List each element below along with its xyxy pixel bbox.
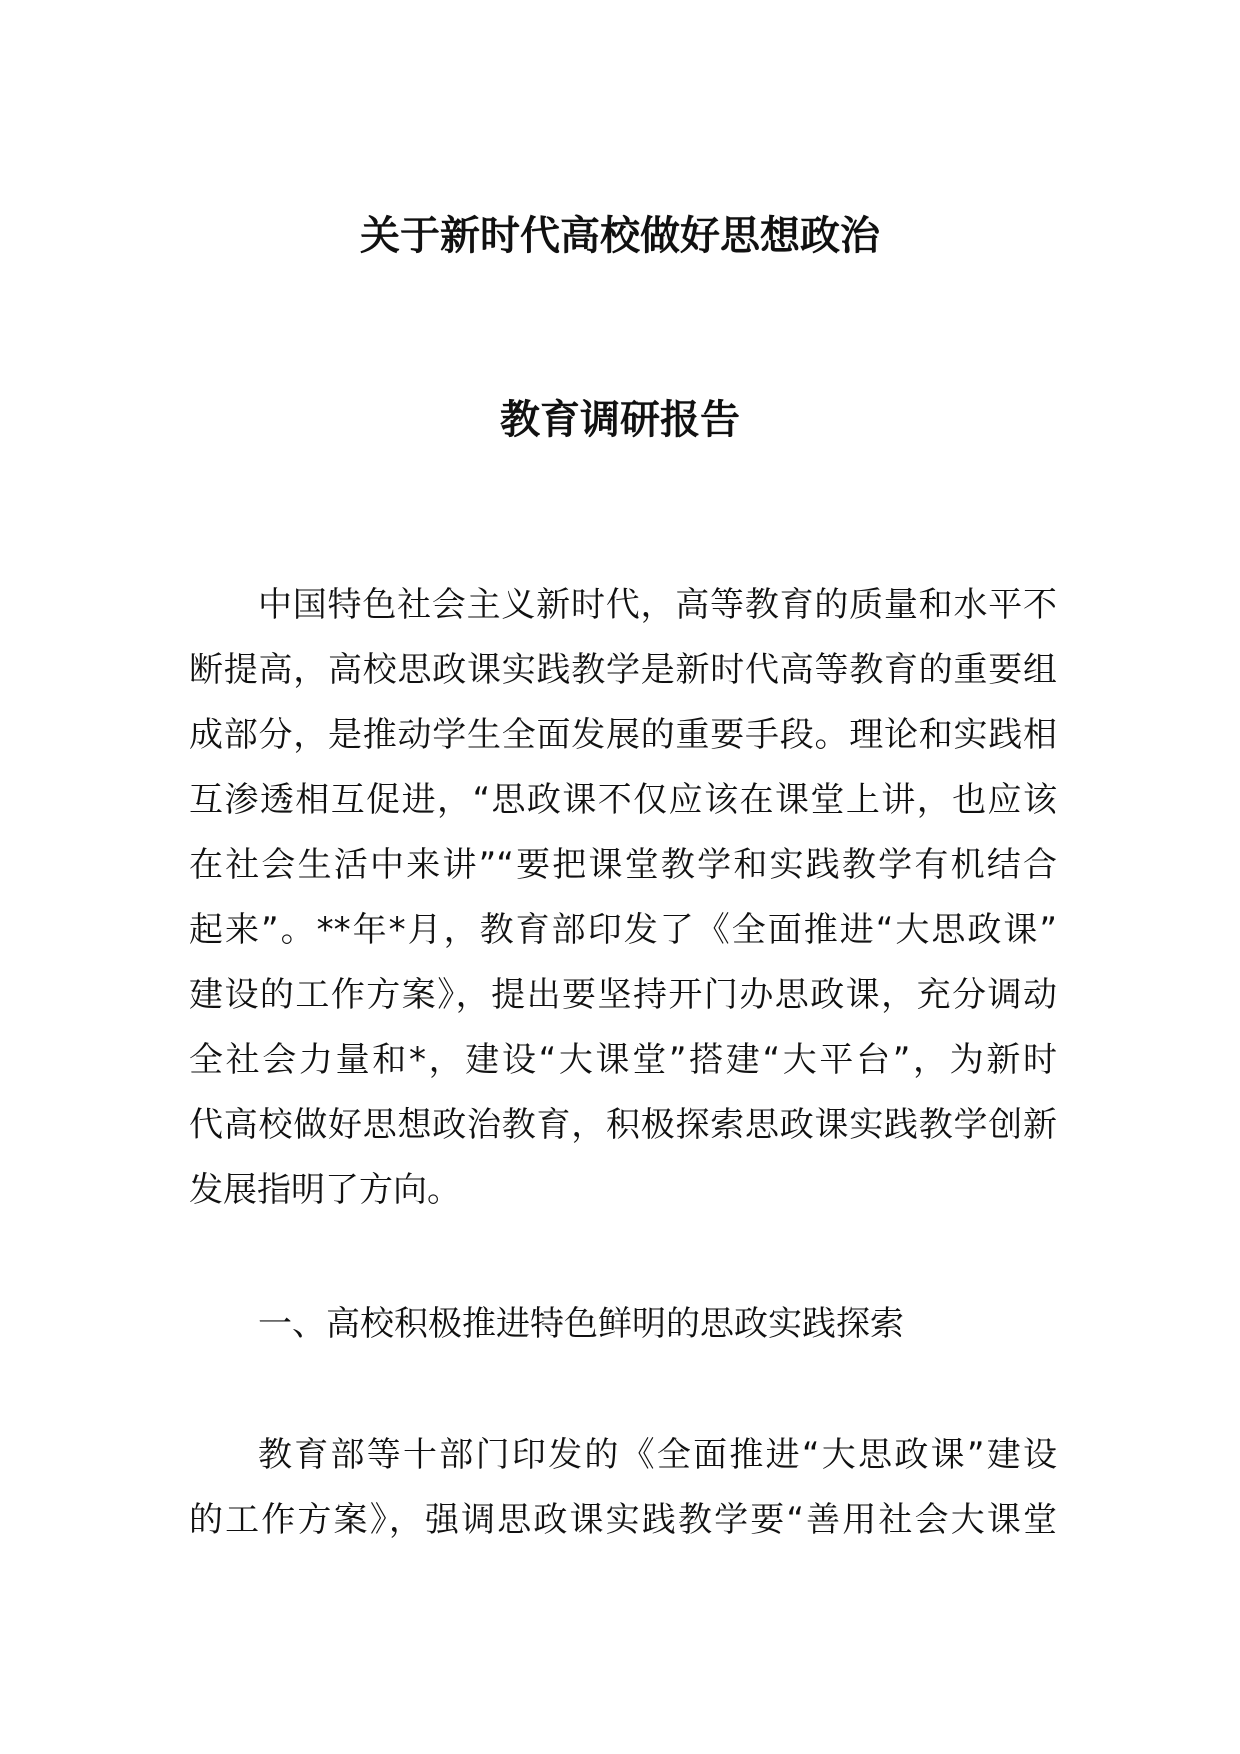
paragraph-line: 中国特色社会主义新时代，高等教育的质量和水平不 bbox=[258, 585, 1057, 625]
document-title-line-2: 教育调研报告 bbox=[500, 397, 740, 443]
document-title-line-1: 关于新时代高校做好思想政治 bbox=[360, 213, 880, 259]
paragraph-line: 建设的工作方案》，提出要坚持开门办思政课，充分调动 bbox=[189, 975, 1057, 1015]
paragraph-line: 成部分，是推动学生全面发展的重要手段。理论和实践相 bbox=[189, 715, 1057, 755]
paragraph-line: 全社会力量和*，建设“大课堂”搭建“大平台”，为新时 bbox=[189, 1040, 1057, 1080]
paragraph-line: 在社会生活中来讲”“要把课堂教学和实践教学有机结合 bbox=[189, 845, 1057, 885]
paragraph-line: 起来”。**年*月，教育部印发了《全面推进“大思政课” bbox=[189, 910, 1057, 950]
section-heading: 一、高校积极推进特色鲜明的思政实践探索 bbox=[258, 1304, 904, 1344]
paragraph-line: 断提高，高校思政课实践教学是新时代高等教育的重要组 bbox=[189, 650, 1057, 690]
paragraph-line: 发展指明了方向。 bbox=[189, 1170, 461, 1210]
paragraph-line: 教育部等十部门印发的《全面推进“大思政课”建设 bbox=[258, 1435, 1057, 1475]
paragraph-line: 的工作方案》，强调思政课实践教学要“善用社会大课堂 bbox=[189, 1500, 1057, 1540]
paragraph-line: 互渗透相互促进，“思政课不仅应该在课堂上讲，也应该 bbox=[189, 780, 1057, 820]
paragraph-line: 代高校做好思想政治教育，积极探索思政课实践教学创新 bbox=[189, 1105, 1057, 1145]
